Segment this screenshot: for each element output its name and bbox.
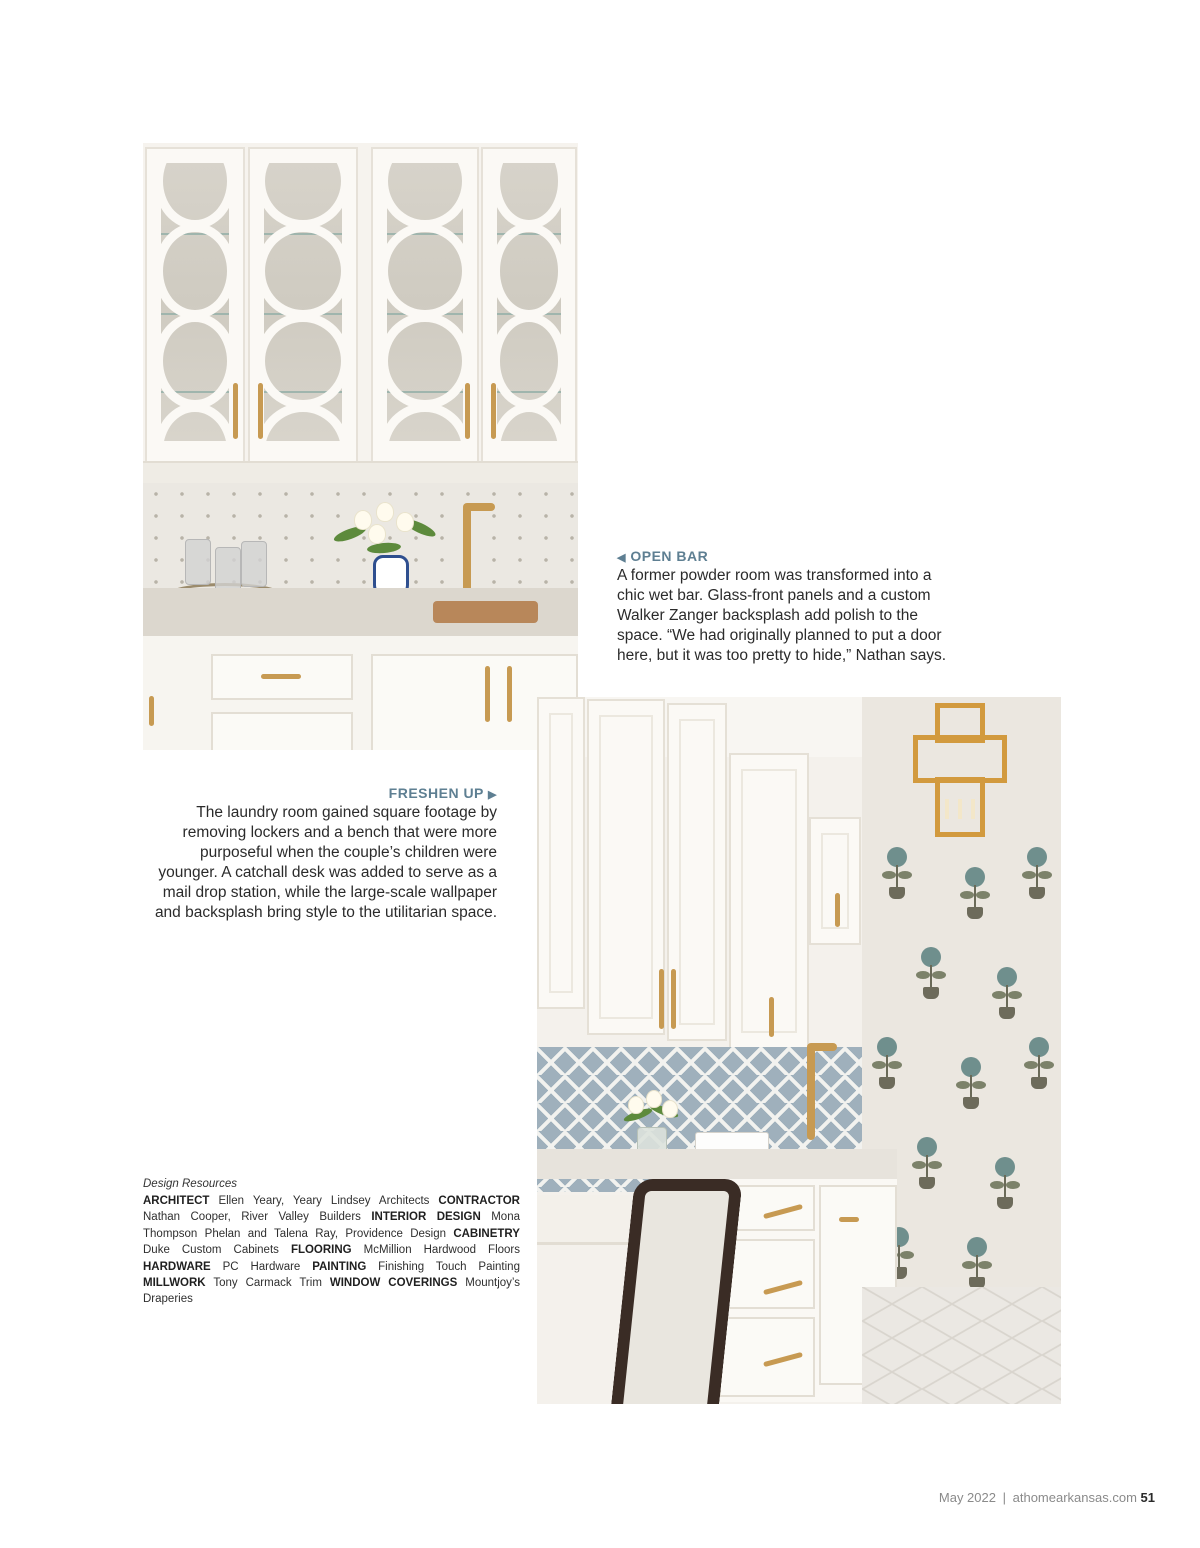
site-url: athomearkansas.com: [1012, 1490, 1137, 1505]
caption-freshen-up: [150, 785, 497, 923]
issue-date: May 2022: [938, 1490, 996, 1505]
credit-role: CABINETRY: [453, 1227, 520, 1240]
credit-name: McMillion Hardwood Floors: [363, 1244, 521, 1257]
credit-name: PC Hardware: [222, 1260, 301, 1273]
base-cabinets: [143, 636, 578, 750]
caption-text: The laundry room gained square footage by removing lockers and a bench that were more purposeful when the couple’s children were younger. A catchall desk was added to serve as a mail drop station, while the large-scale wallpaper and backsplash bring style to the utilitarian space.: [154, 804, 497, 921]
page-number: 51: [1140, 1490, 1155, 1505]
credit-role: MILLWORK: [143, 1277, 206, 1290]
credit-role: FLOORING: [290, 1244, 352, 1257]
resources-label: Design Resources: [143, 1178, 237, 1190]
credit-role: WINDOW COVERINGS: [329, 1277, 458, 1290]
credit-name: Mona Thompson Phelan and Talena Ray, Providence Design: [143, 1211, 520, 1240]
arrow-right-icon: ▶: [488, 789, 497, 801]
credit-name: Duke Custom Cabinets: [143, 1244, 279, 1257]
credit-name: Ellen Yeary, Yeary Lindsey Architects: [218, 1195, 430, 1207]
credit-role: PAINTING: [312, 1260, 367, 1273]
credit-name: Tony Carmack Trim: [213, 1277, 322, 1290]
glass-front-cabinets: [143, 143, 578, 483]
caption-text: A former powder room was transformed into a chic wet bar. Glass-front panels and a custom Walker Zanger backsplash add polish to the space. “We had originally planned to put a door here, but it was too pretty to hide,” Nathan says.: [617, 567, 947, 664]
arrow-left-icon: ◀: [617, 552, 626, 564]
page-footer: [939, 1490, 1155, 1505]
credit-role: CONTRACTOR: [438, 1195, 520, 1207]
credit-name: Finishing Touch Painting: [378, 1260, 520, 1273]
brass-faucet: [807, 1045, 815, 1140]
resources-credits: [143, 1193, 520, 1308]
credit-name: Nathan Cooper, River Valley Builders: [143, 1211, 361, 1224]
wet-bar-photo: [143, 143, 578, 750]
caption-open-bar: [617, 548, 957, 666]
caption-heading: FRESHEN UP: [388, 785, 484, 801]
design-resources: [143, 1178, 520, 1308]
caption-heading: OPEN BAR: [630, 548, 709, 564]
footer-separator: |: [1002, 1490, 1006, 1505]
credit-role: ARCHITECT: [143, 1195, 210, 1207]
laundry-room-photo: [537, 697, 1061, 1404]
brass-chandelier: [905, 703, 1015, 843]
copper-sink: [433, 601, 538, 623]
hex-tile-floor: [862, 1287, 1061, 1404]
credit-role: INTERIOR DESIGN: [371, 1211, 481, 1224]
credit-role: HARDWARE: [143, 1260, 211, 1273]
credit-name: Mountjoy’s Draperies: [143, 1277, 520, 1306]
